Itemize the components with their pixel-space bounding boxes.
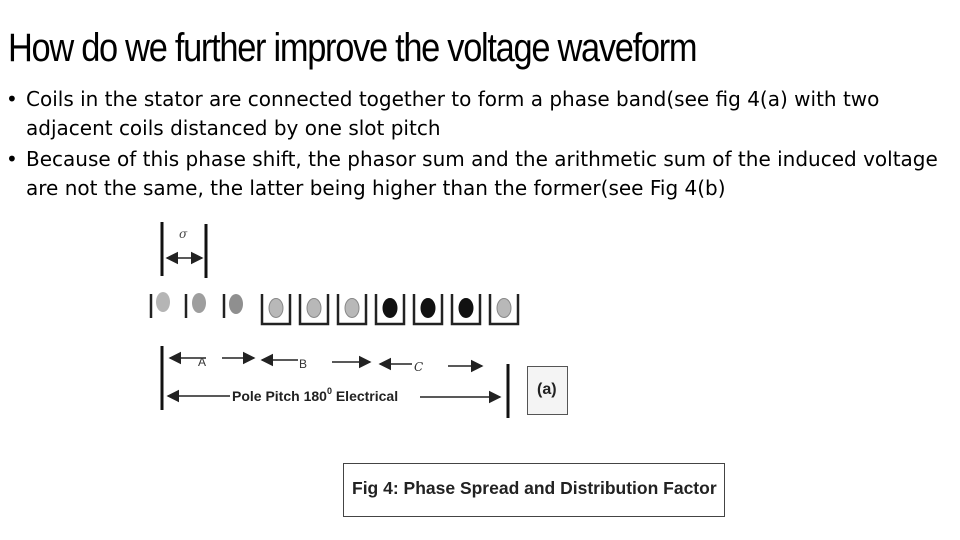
conductor-light: [345, 299, 359, 318]
bullet-marker: •: [6, 147, 18, 171]
conductor-dark: [421, 299, 435, 318]
phase-label-a: A: [198, 355, 207, 369]
figure-caption-text: Fig 4: Phase Spread and Distribution Factor: [352, 478, 717, 498]
bullet-text: Coils in the stator are connected together to form a phase band(see fig 4(a) with two adjacent coils distanced by one slot pitch: [26, 87, 880, 140]
phase-label-b: B: [299, 357, 308, 371]
figure-caption: [343, 463, 725, 517]
conductor-dark: [383, 299, 397, 318]
conductor-light: [156, 292, 170, 312]
slot-pitch-dimension: [162, 222, 206, 278]
conductor-light: [192, 293, 206, 313]
conductor-dark: [459, 299, 473, 318]
panel-label: (a): [537, 381, 557, 398]
stator-slots: [262, 294, 518, 324]
slide-title: How do we further improve the voltage waveform: [8, 26, 697, 70]
conductor-light: [307, 299, 321, 318]
panel-label-box: [527, 366, 568, 415]
bullet-text: Because of this phase shift, the phasor sum and the arithmetic sum of the induced voltage are not the same, the latter being higher than the former(see Fig 4(b): [26, 147, 938, 200]
conductor-light: [229, 294, 243, 314]
slot-pitch-symbol: σ: [179, 227, 188, 241]
conductor-light: [497, 299, 511, 318]
conductor-light: [269, 299, 283, 318]
phase-label-c: C: [414, 360, 424, 374]
pole-pitch-dimension: [168, 364, 508, 418]
conductor-row: [151, 292, 518, 324]
pole-pitch-label: Pole Pitch $180^0$ Electrical: [232, 386, 399, 404]
bullet-marker: •: [6, 87, 18, 111]
